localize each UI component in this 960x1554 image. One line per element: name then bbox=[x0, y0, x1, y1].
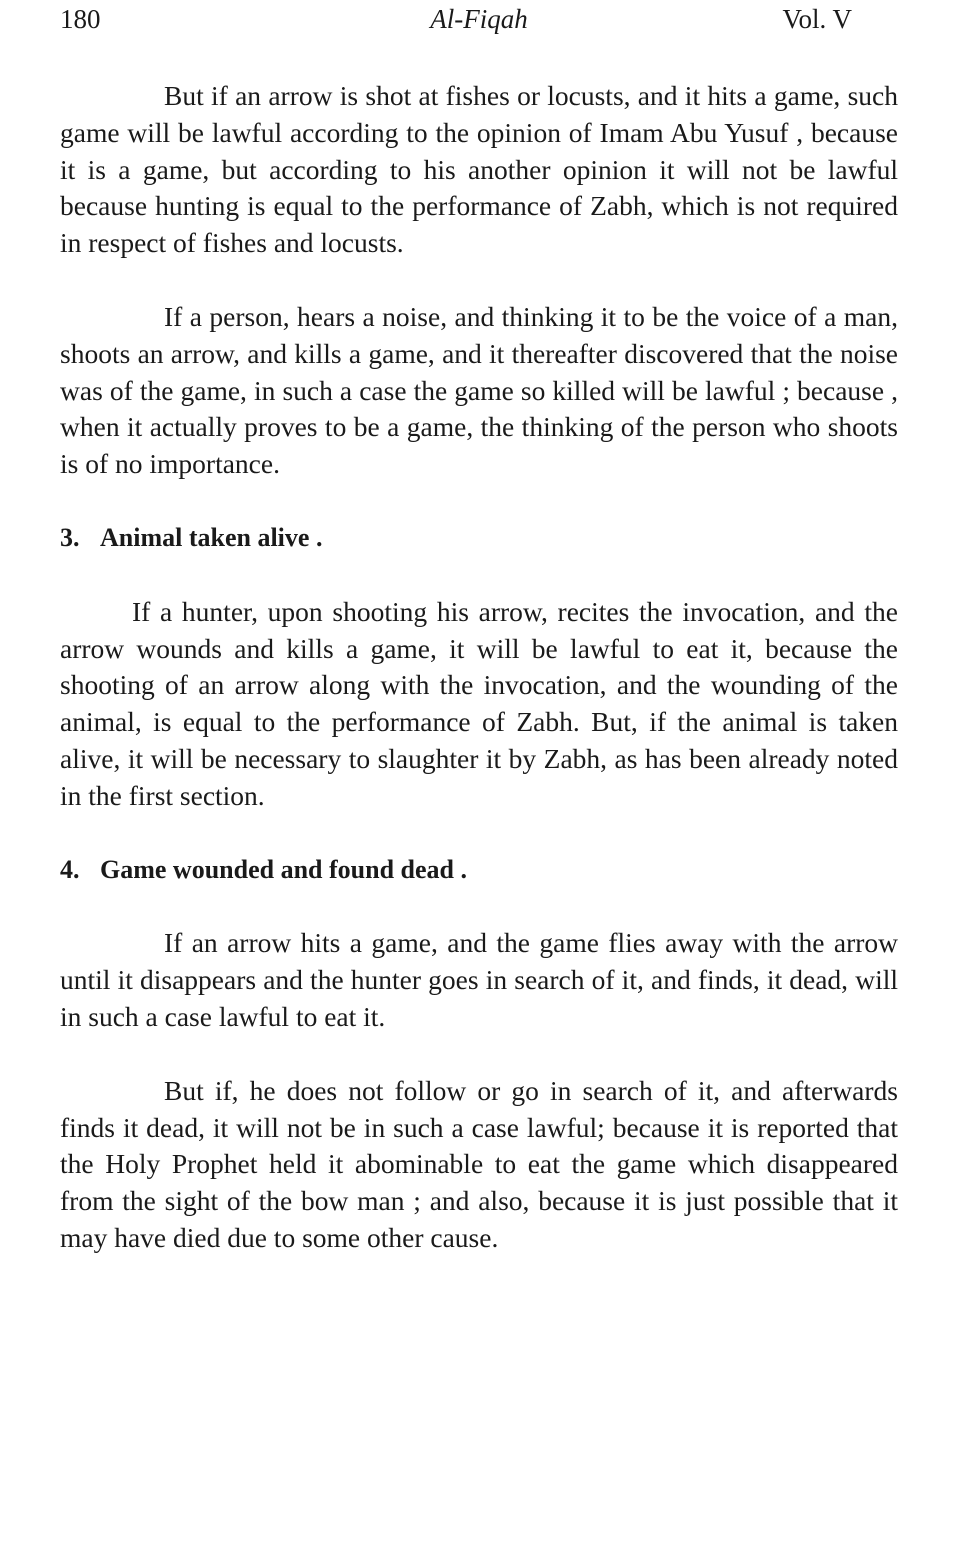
paragraph-fishes-locusts: But if an arrow is shot at fishes or locusts, and it hits a game, such game will be lawful according to the opinion of Imam Abu Yusuf , because it is a game, but according to his another opinion it will not be lawful because hunting is equal to the performance of Zabh, which is not required in respect of fishes and locusts. bbox=[60, 80, 898, 259]
paragraph-gap bbox=[60, 888, 898, 925]
paragraph-taken-alive: If a hunter, upon shooting his arrow, recites the invocation, and the arrow wounds and kills a game, it will be lawful to eat it, because the shooting of an arrow along with the invocation, and the wounding of the animal, is equal to the performance of Zabh. But, if the animal is taken alive, it will be necessary to slaughter it by Zabh, as has been already noted in the first section. bbox=[60, 595, 898, 811]
paragraph-gap bbox=[60, 815, 898, 852]
book-page bbox=[60, 0, 898, 1257]
volume-label: Vol. V bbox=[782, 4, 852, 34]
section-heading-4 bbox=[60, 852, 898, 889]
header-spacer bbox=[60, 44, 898, 78]
section-number: 3. bbox=[60, 522, 80, 552]
paragraph-gap bbox=[60, 557, 898, 594]
section-title: Animal taken alive . bbox=[100, 522, 323, 552]
paragraph-gap bbox=[60, 1036, 898, 1073]
section-heading-3 bbox=[60, 520, 898, 557]
paragraph-not-followed: But if, he does not follow or go in search of it, and afterwards finds it dead, it will not be in such a case lawful; because it is reported that the Holy Prophet held it abominable to eat the game which disappeared from the sight of the bow man ; and also, because it is just possible that it may have died due to some other cause. bbox=[60, 1074, 898, 1253]
paragraph-found-dead: If an arrow hits a game, and the game flies away with the arrow until it disappears and the hunter goes in search of it, and finds, it dead, will in such a case lawful to eat it. bbox=[60, 927, 898, 1032]
page-number: 180 bbox=[60, 4, 101, 34]
running-header bbox=[60, 0, 898, 44]
section-title: Game wounded and found dead . bbox=[100, 854, 467, 884]
paragraph-noise: If a person, hears a noise, and thinking it to be the voice of a man, shoots an arrow, and kills a game, and it thereafter discovered that the noise was of the game, in such a case the game so killed will be lawful ; because , when it actually proves to be a game, the thinking of the person who shoots is of no importance. bbox=[60, 300, 898, 480]
book-title: Al-Fiqah bbox=[430, 4, 528, 34]
paragraph-gap bbox=[60, 483, 898, 520]
paragraph-gap bbox=[60, 262, 898, 299]
section-number: 4. bbox=[60, 854, 80, 884]
